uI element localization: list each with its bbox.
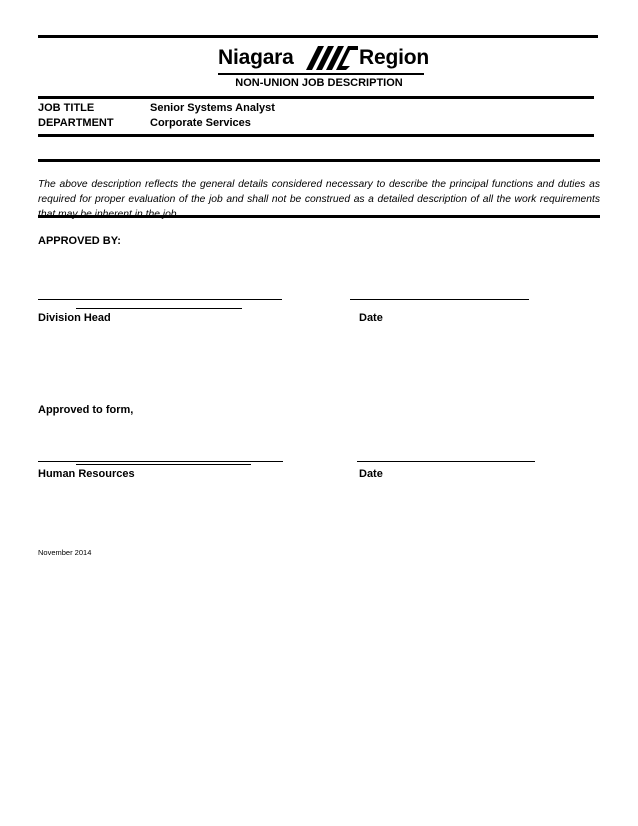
hr-signature-subline bbox=[76, 464, 251, 465]
approved-by-heading: APPROVED BY: bbox=[38, 235, 121, 247]
division-head-signature-line bbox=[38, 299, 282, 300]
hr-signature-line bbox=[38, 461, 283, 462]
date2-signature-line bbox=[357, 461, 535, 462]
department-value: Corporate Services bbox=[150, 117, 251, 129]
job-info-rule bbox=[38, 134, 594, 137]
disclaimer-text: The above description reflects the general details considered necessary to describe the principal functions and duties as required for proper evaluation of the job and shall not be construed as a detailed description of all the work requirements bbox=[38, 179, 600, 205]
form-title: NON-UNION JOB DESCRIPTION bbox=[235, 77, 403, 89]
job-title-value: Senior Systems Analyst bbox=[150, 102, 275, 114]
disclaimer-top-rule bbox=[38, 159, 600, 162]
date1-signature-line bbox=[350, 299, 529, 300]
date1-label: Date bbox=[359, 312, 383, 324]
revision-date: November 2014 bbox=[38, 548, 92, 557]
header-rule bbox=[38, 96, 594, 99]
division-head-label: Division Head bbox=[38, 312, 111, 324]
division-head-signature-subline bbox=[76, 308, 242, 309]
logo-underline bbox=[218, 73, 424, 75]
date2-label: Date bbox=[359, 468, 383, 480]
logo-word-region: Region bbox=[359, 46, 429, 69]
niagara-region-logo-mark-icon bbox=[304, 44, 360, 72]
department-label: DEPARTMENT bbox=[38, 117, 114, 129]
logo-word-niagara: Niagara bbox=[218, 46, 294, 69]
disclaimer-bottom-rule bbox=[38, 215, 600, 218]
niagara-region-logo bbox=[218, 38, 429, 76]
job-title-label: JOB TITLE bbox=[38, 102, 95, 114]
approved-to-form-label: Approved to form, bbox=[38, 404, 134, 416]
human-resources-label: Human Resources bbox=[38, 468, 135, 480]
